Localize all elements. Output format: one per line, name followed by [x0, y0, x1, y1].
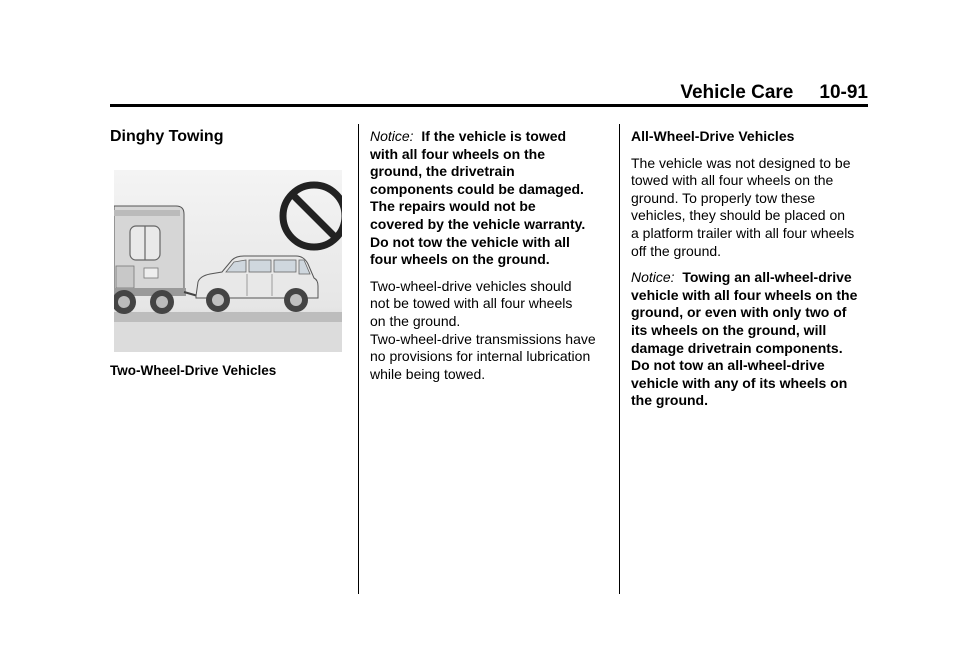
body-line: on the ground.	[370, 312, 461, 329]
notice-2-line: vehicle with any of its wheels on	[631, 374, 848, 391]
body-line: vehicles, they should be placed on	[631, 207, 846, 224]
notice-1-line: The repairs would not be	[370, 198, 536, 215]
notice-1-line: components could be damaged.	[370, 180, 584, 197]
notice-1-line: ground, the drivetrain	[370, 163, 515, 180]
notice-block-2	[631, 269, 871, 410]
notice-2-line: vehicle with all four wheels on the	[631, 286, 858, 303]
notice-2-line: the ground.	[631, 392, 708, 409]
all-wheel-drive-paragraph	[631, 155, 871, 261]
notice-1-line: with all four wheels on the	[370, 145, 546, 162]
notice-label-1: Notice:	[370, 128, 414, 144]
body-line: The vehicle was not designed to be	[631, 154, 851, 171]
notice-1-line: If the vehicle is towed	[421, 128, 567, 144]
body-line: ground. To properly tow these	[631, 189, 816, 206]
column-divider-2	[619, 124, 620, 594]
notice-1-line: four wheels on the ground.	[370, 251, 550, 268]
notice-2-line: its wheels on the ground, will	[631, 321, 827, 338]
figure-caption: Two-Wheel-Drive Vehicles	[110, 363, 277, 378]
column-divider-1	[358, 124, 359, 594]
notice-label-2: Notice:	[631, 269, 675, 286]
notice-2-line: Towing an all-wheel-drive	[682, 269, 852, 286]
towing-illustration	[114, 170, 342, 352]
body-line: not be towed with all four wheels	[370, 295, 573, 312]
notice-2-line: ground, or even with only two of	[631, 304, 847, 321]
body-line: towed with all four wheels on the	[631, 172, 834, 189]
body-line: Two-wheel-drive vehicles should	[370, 277, 572, 294]
header-text	[680, 82, 868, 104]
notice-2-line: damage drivetrain components.	[631, 339, 843, 356]
body-line: Two-wheel-drive transmissions have	[370, 330, 596, 347]
header-rule	[110, 104, 868, 107]
body-line: while being towed.	[370, 365, 486, 382]
section-title: Dinghy Towing	[110, 128, 224, 145]
header-page-number: 10-91	[819, 82, 868, 103]
notice-1-line: Do not tow the vehicle with all	[370, 233, 570, 250]
body-line: off the ground.	[631, 242, 722, 259]
towing-illustration-svg	[114, 170, 342, 352]
body-line: a platform trailer with all four wheels	[631, 224, 855, 241]
two-wheel-drive-paragraph	[370, 278, 610, 384]
header-section-title: Vehicle Care	[680, 82, 794, 103]
notice-block-1	[370, 128, 610, 269]
right-column	[631, 128, 871, 419]
body-line: no provisions for internal lubrication	[370, 348, 591, 365]
all-wheel-drive-heading: All-Wheel-Drive Vehicles	[631, 128, 795, 144]
notice-2-line: Do not tow an all-wheel-drive	[631, 357, 825, 374]
middle-column	[370, 128, 610, 392]
notice-1-line: covered by the vehicle warranty.	[370, 215, 586, 232]
